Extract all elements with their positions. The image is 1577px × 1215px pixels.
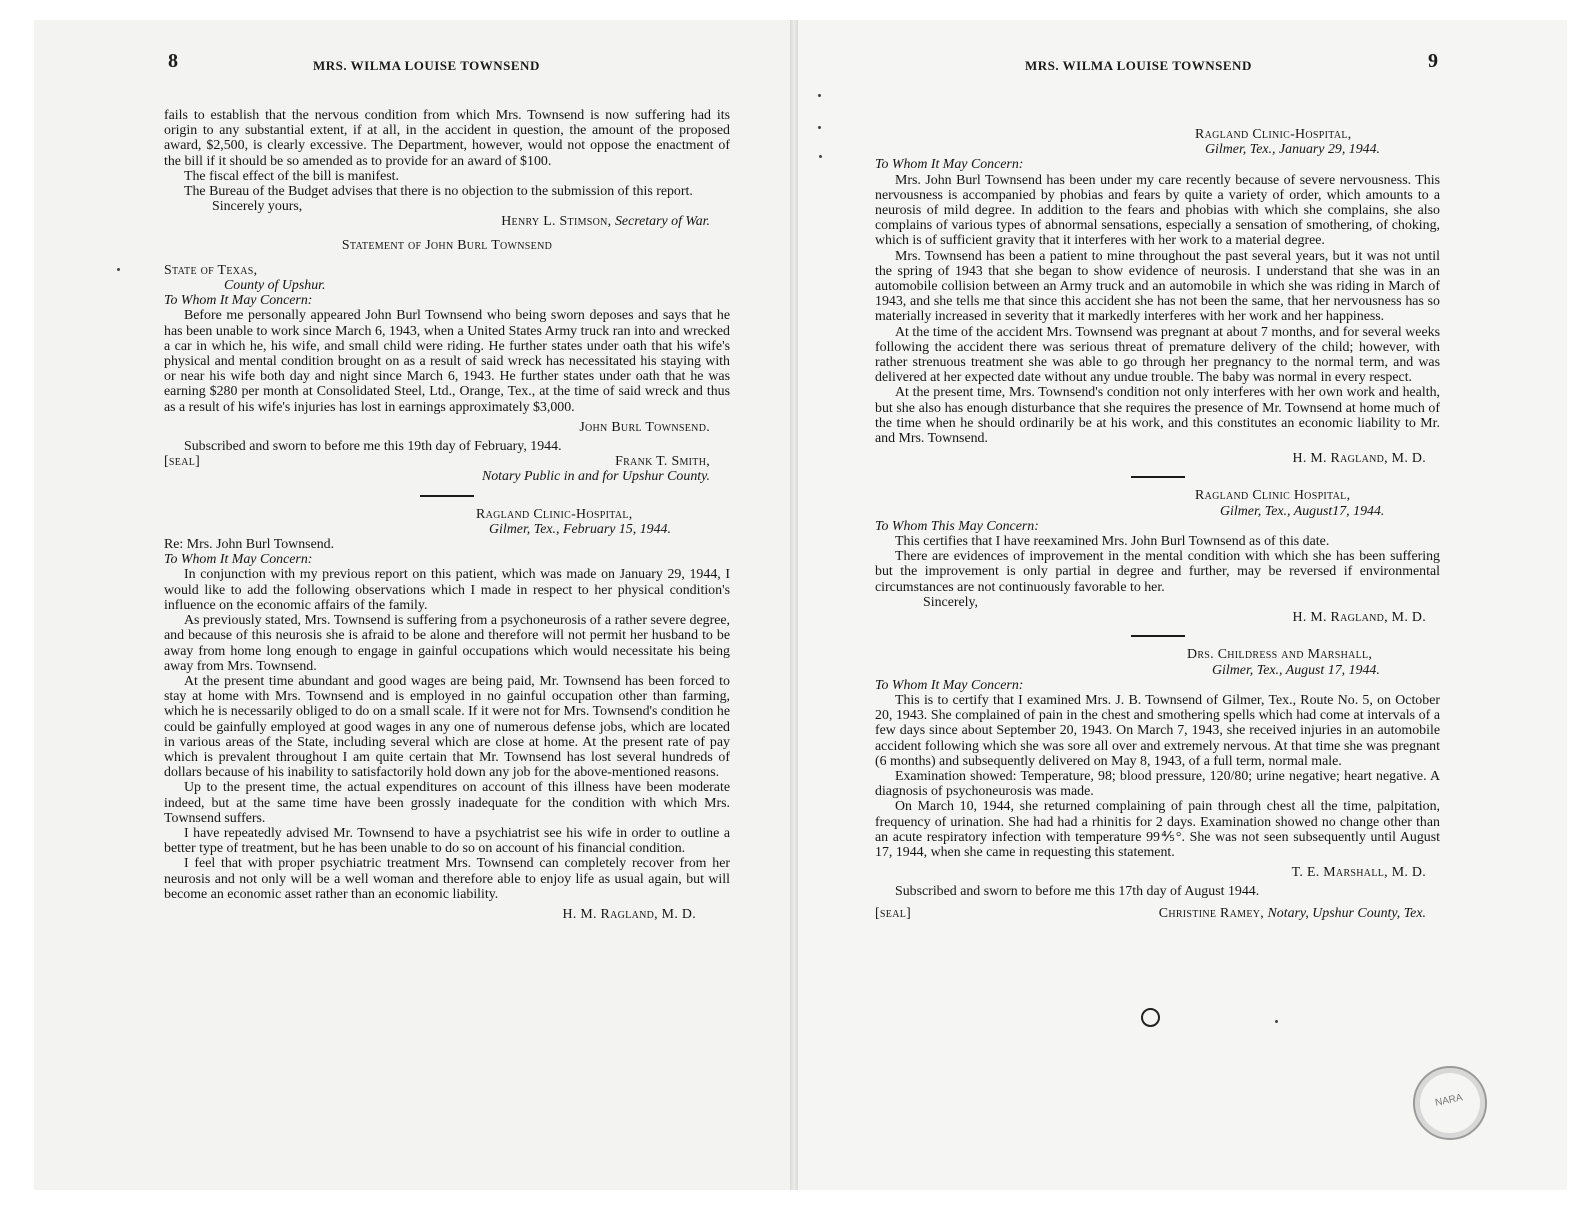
letter-paragraph: At the time of the accident Mrs. Townsend was pregnant at about 7 months, and for several weeks following the accident there was serious threat of premature delivery of the child; however, with rather strenuous treatment she was able to go through her pregnancy to the normal term, and was delivered at her expected date without any undue trouble. The baby was normal in every respect. <box>875 324 1440 386</box>
right-running-head: MRS. WILMA LOUISE TOWNSEND <box>1025 58 1252 73</box>
scan-speck <box>1275 1020 1278 1023</box>
letter-paragraph: Mrs. John Burl Townsend has been under my care recently because of severe nervousness. This nervousness is accompanied by phobias and fears by quite a variety of order, which amounts to a neurosis of mild degree. In addition to the fears and phobias with which she complains, she also complains of various types of abnormal sensations, especially a sensation of smothering, of choking, which is of sufficient gravity that it interferes with her work to a material degree. <box>875 172 1440 249</box>
left-running-head: MRS. WILMA LOUISE TOWNSEND <box>313 58 540 73</box>
letter-org: Ragland Clinic-Hospital, <box>476 506 633 522</box>
letter-signer: T. E. Marshall, M. D. <box>1291 865 1426 881</box>
statement-signer: John Burl Townsend. <box>579 419 710 435</box>
letter-paragraph: Up to the present time, the actual expenditures on account of this illness have been moderate indeed, but at the same time have been grossly inadequate for the condition with which Mrs. Townsend suffers. <box>164 780 730 826</box>
stamp-label: NARA <box>1434 1092 1464 1109</box>
seal-label: [seal] <box>164 454 201 470</box>
signer-name: Henry L. Stimson, <box>501 214 612 230</box>
notary-title: Notary, Upshur County, Tex. <box>1267 905 1426 921</box>
letter-paragraph: I have repeatedly advised Mr. Townsend to have a psychiatrist see his wife in order to outline a better type of treatment, but he has been unable to do so on account of his financial condition. <box>164 825 730 857</box>
letter-paragraph: On March 10, 1944, she returned complaining of pain through chest all the time, palpitation, frequency of urination. She had had a rhinitis for 2 days. Examination showed no change other than an acute respiratory infection with temperature 99⅘°. She was not seen subsequently until August 17, 1944, when she came in requesting this statement. <box>875 799 1440 860</box>
salutation: To Whom It May Concern: <box>164 552 313 568</box>
statement-body: Before me personally appeared John Burl Townsend who being sworn deposes and says that he has been unable to work since March 6, 1943, when a United States Army truck ran into and wrecked a car in which he, his wife, and small child were riding. He further states under oath that his wife's physical and mental condition brought on as a result of said wreck has necessitated his staying with or near his wife both day and night since March 6, 1943. He further states under oath that he was earning $280 per month at Consolidated Steel, Ltd., Orange, Tex., at the time of said wreck and thus as a result of his wife's injuries has lost in earnings approximately $3,000. <box>164 308 730 415</box>
notary-signature <box>1159 906 1440 921</box>
scan-speck <box>818 126 821 129</box>
report-paragraph: The Bureau of the Budget advises that there is no objection to the submission of this report. <box>184 184 693 200</box>
re-line: Re: Mrs. John Burl Townsend. <box>164 537 335 553</box>
left-page-number: 8 <box>168 50 178 72</box>
state-line: State of Texas, <box>164 262 258 278</box>
salutation: To Whom It May Concern: <box>164 293 313 309</box>
punch-hole-circle <box>1141 1008 1160 1027</box>
section-rule <box>1131 635 1185 637</box>
letter-place-date: Gilmer, Tex., August 17, 1944. <box>1212 662 1380 678</box>
notary-name: Frank T. Smith, <box>615 454 710 470</box>
scan-speck <box>819 155 822 158</box>
letter-place-date: Gilmer, Tex., January 29, 1944. <box>1205 142 1381 158</box>
letter-paragraph: I feel that with proper psychiatric treatment Mrs. Townsend can completely recover from her neurosis and not only will be a well woman and therefore able to enjoy life as usual again, but will become an economic asset rather than an economic liability. <box>164 856 730 902</box>
notary-title: Notary Public in and for Upshur County. <box>481 469 710 485</box>
letter-paragraph: Examination showed: Temperature, 98; blood pressure, 120/80; urine negative; heart negative. A diagnosis of psychoneurosis was made. <box>875 768 1440 800</box>
letter-paragraph: In conjunction with my previous report on this patient, which was made on January 29, 1944, I would like to add the following observations which I made in respect to her physical condition's influence on the economic affairs of the family. <box>164 567 730 613</box>
right-page-body <box>875 127 1440 921</box>
signer-title: Secretary of War. <box>614 214 710 230</box>
sworn-line: Subscribed and sworn to before me this 17th day of August 1944. <box>895 884 1260 900</box>
report-paragraph: The fiscal effect of the bill is manifest. <box>184 168 399 184</box>
right-page-number: 9 <box>1428 50 1438 72</box>
left-page-body <box>164 108 730 926</box>
letter-paragraph: At the present time, Mrs. Townsend's condition not only interferes with her own work and health, but she also has enough disturbance that she requires the presence of Mr. Townsend at home much of the time when he should ordinarily be at his work, and this constitutes an economic liability to Mr. and Mrs. Townsend. <box>875 385 1440 447</box>
letter-paragraph: There are evidences of improvement in the mental condition with which she has been suffering but the improvement is only partial in degree and further, may be reversed if environmental circumstances are not continuously favorable to her. <box>875 549 1440 595</box>
sworn-line: Subscribed and sworn to before me this 19th day of February, 1944. <box>184 439 562 455</box>
letter-org: Ragland Clinic-Hospital, <box>1195 127 1352 142</box>
scan-speck <box>818 94 821 97</box>
letter-place-date: Gilmer, Tex., August17, 1944. <box>1220 503 1385 519</box>
report-paragraph: fails to establish that the nervous condition from which Mrs. Townsend is now suffering had its origin to any substantial extent, if at all, in the accident in question, the amount of the proposed award, $2,500, is clearly excessive. The Department, however, would not oppose the enactment of the bill if it should be so amended as to provide for an award of $100. <box>164 108 730 169</box>
salutation: To Whom It May Concern: <box>875 677 1024 693</box>
scan-speck <box>117 268 120 271</box>
letter-paragraph: As previously stated, Mrs. Townsend is suffering from a psychoneurosis of a rather severe degree, and because of this neurosis she is afraid to be alone and therefore will not permit her husband to be away from home long enough to engage in gainful occupations which would necessitate his being away from Mrs. Townsend. <box>164 613 730 674</box>
letter-signer: H. M. Ragland, M. D. <box>1292 610 1426 626</box>
report-signature <box>164 214 730 229</box>
salutation: To Whom This May Concern: <box>875 518 1039 534</box>
closing: Sincerely, <box>923 594 979 610</box>
letter-paragraph: At the present time abundant and good wages are being paid, Mr. Townsend has been forced to stay at home with Mrs. Townsend and is employed in no gainful occupation other than farming, which he is necessarily obliged to do on a small scale. If it were not for Mrs. Townsend's condition he could be gainfully employed at good wages in any one of numerous defense jobs, which are located in various areas of the State, including several which are close at home. At the present rate of pay which is prevalent throughout I am quite certain that Mr. Townsend has lost several hundreds of dollars because of his inability to satisfactorily hold down any job for the above-mentioned reasons. <box>164 673 730 781</box>
statement-title: Statement of John Burl Townsend <box>341 237 553 253</box>
letter-paragraph: This certifies that I have reexamined Mrs. John Burl Townsend as of this date. <box>895 534 1330 550</box>
closing: Sincerely yours, <box>212 199 303 215</box>
notary-block <box>875 906 1440 921</box>
letter-org: Drs. Childress and Marshall, <box>1187 647 1373 663</box>
notary-block <box>164 454 730 469</box>
letter-paragraph: Mrs. Townsend has been a patient to mine throughout the past several years, but it was not until the spring of 1943 that she began to show evidence of neurosis. I understand that she was in an automobile collision between an Army truck and an automobile in which she was riding in March of 1943, and she tells me that since this accident she has not been the same, that her nervousness has so materially increased in severity that it markedly interferes with her work and her happiness. <box>875 248 1440 325</box>
seal-label: [seal] <box>875 905 912 921</box>
book-gutter <box>790 20 798 1190</box>
letter-paragraph: This is to certify that I examined Mrs. J. B. Townsend of Gilmer, Tex., Route No. 5, on October 20, 1943. She complained of pain in the chest and smothering spells which had come at intervals of a few days since about September 20, 1943. On March 7, 1943, she received injuries in an automobile accident following which she was sore all over and extremely nervous. At that time she was pregnant (6 months) and subsequently delivered on May 8, 1943, of a full term, normal male. <box>875 692 1440 769</box>
section-rule <box>420 495 474 497</box>
section-rule <box>1131 476 1185 478</box>
letter-signer: H. M. Ragland, M. D. <box>1292 451 1426 467</box>
letter-signer: H. M. Ragland, M. D. <box>562 906 696 922</box>
salutation: To Whom It May Concern: <box>875 157 1024 173</box>
archive-stamp <box>1413 1066 1487 1140</box>
notary-name: Christine Ramey, <box>1158 905 1265 921</box>
letter-place-date: Gilmer, Tex., February 15, 1944. <box>489 521 671 537</box>
letter-org: Ragland Clinic Hospital, <box>1195 488 1351 504</box>
county-line: County of Upshur. <box>224 278 326 294</box>
